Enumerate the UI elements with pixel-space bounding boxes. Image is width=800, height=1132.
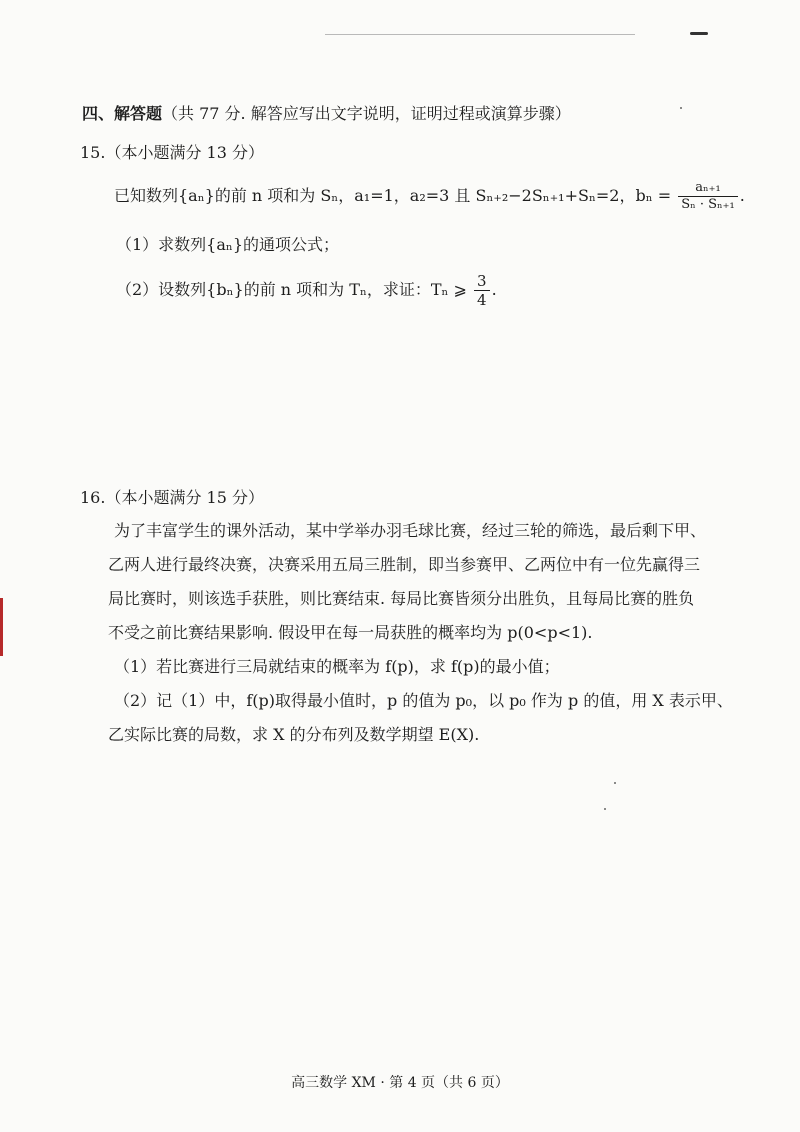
question-16-line: 为了丰富学生的课外活动，某中学举办羽毛球比赛，经过三轮的筛选，最后剩下甲、 bbox=[114, 521, 707, 540]
question-16-header bbox=[80, 485, 264, 508]
fraction-numerator: 3 bbox=[474, 272, 490, 291]
scan-dot bbox=[604, 808, 606, 810]
question-16-part-2-line-2: 乙实际比赛的局数，求 X 的分布列及数学期望 E(X). bbox=[108, 725, 480, 744]
question-16-line: 局比赛时，则该选手获胜，则比赛结束. 每局比赛皆须分出胜负，且每局比赛的胜负 bbox=[108, 589, 695, 608]
question-score: （本小题满分 15 分） bbox=[105, 488, 264, 507]
question-15-part-1: （1）求数列{aₙ}的通项公式； bbox=[116, 235, 340, 254]
question-15-stem bbox=[114, 180, 745, 213]
question-number: 16. bbox=[80, 488, 106, 507]
scan-artifact-line bbox=[325, 34, 635, 35]
scan-edge-mark bbox=[0, 598, 3, 656]
fraction-numerator: aₙ₊₁ bbox=[678, 180, 738, 197]
question-16-part-1: （1）若比赛进行三局就结束的概率为 f(p)，求 f(p)的最小值； bbox=[114, 657, 560, 676]
scan-dot bbox=[614, 782, 616, 784]
question-number: 15. bbox=[80, 143, 106, 162]
stem-period: . bbox=[739, 186, 745, 205]
scan-dot bbox=[680, 107, 682, 109]
fraction-denominator: 4 bbox=[477, 291, 487, 309]
section-note: （共 77 分. 解答应写出文字说明，证明过程或演算步骤） bbox=[162, 104, 571, 123]
fraction-denominator: Sₙ · Sₙ₊₁ bbox=[681, 197, 735, 212]
question-16-body bbox=[108, 514, 774, 752]
fraction-b-n bbox=[678, 180, 738, 213]
question-15-part-2 bbox=[116, 272, 497, 309]
question-16-line: 不受之前比赛结果影响. 假设甲在每一局获胜的概率均为 p(0<p<1). bbox=[108, 623, 593, 642]
page-footer: 高三数学 XM · 第 4 页（共 6 页） bbox=[291, 1075, 509, 1091]
scan-artifact-mark bbox=[690, 32, 708, 35]
question-score: （本小题满分 13 分） bbox=[105, 143, 264, 162]
question-15-header bbox=[80, 140, 264, 163]
part-2-text: （2）设数列{bₙ}的前 n 项和为 Tₙ，求证：Tₙ ⩾ bbox=[116, 280, 467, 299]
part-2-period: . bbox=[491, 280, 497, 299]
question-stem-text: 已知数列{aₙ}的前 n 项和为 Sₙ，a₁=1，a₂=3 且 Sₙ₊₂−2Sₙ₊₁+Sₙ=2，bₙ = bbox=[114, 186, 672, 205]
question-16-line: 乙两人进行最终决赛，决赛采用五局三胜制，即当参赛甲、乙两位中有一位先赢得三 bbox=[108, 555, 701, 574]
fraction-three-quarters bbox=[474, 272, 490, 309]
section-title: 四、解答题 bbox=[82, 104, 163, 123]
question-16-part-2-line-1: （2）记（1）中，f(p)取得最小值时，p 的值为 p₀，以 p₀ 作为 p 的值，用 X 表示甲、 bbox=[114, 691, 733, 710]
section-heading bbox=[82, 101, 571, 124]
